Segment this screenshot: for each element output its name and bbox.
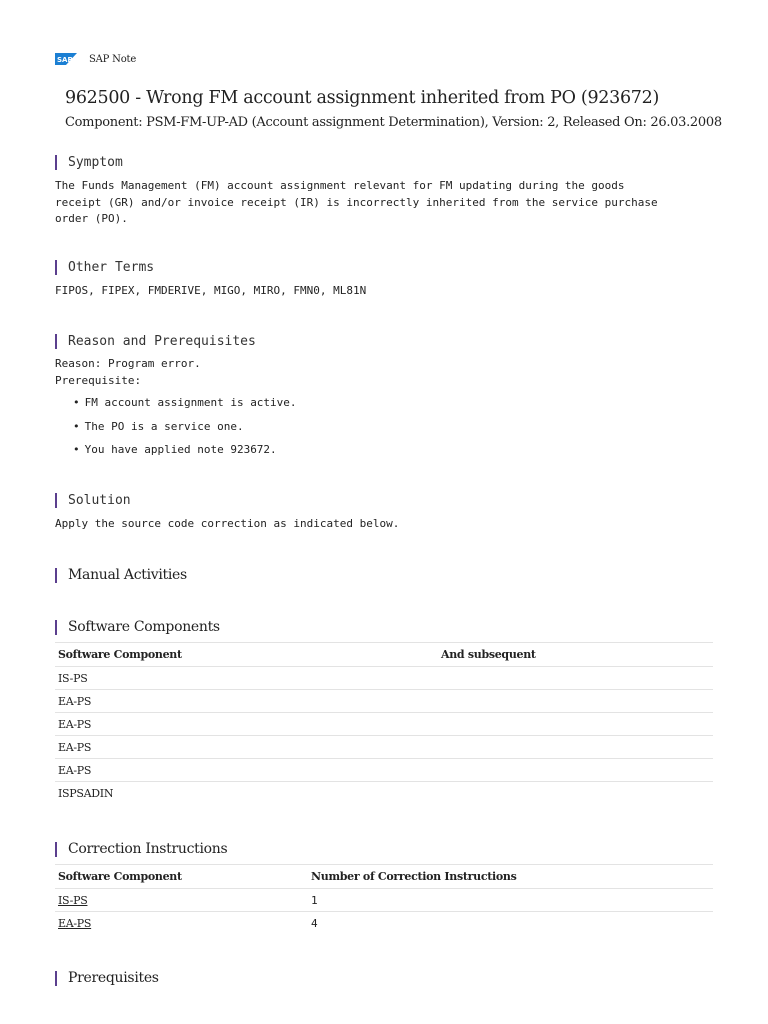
section-marker xyxy=(55,620,57,635)
section-title: Other Terms xyxy=(68,260,155,275)
solution-text: Apply the source code correction as indicated below. xyxy=(55,517,400,530)
correction-instructions-table xyxy=(55,864,713,934)
sap-logo-icon xyxy=(55,53,77,65)
section-marker xyxy=(55,842,57,857)
table-row xyxy=(55,667,713,690)
section-marker xyxy=(55,155,57,170)
section-heading-reason xyxy=(55,334,256,349)
section-title: Software Components xyxy=(68,619,220,635)
column-header: And subsequent xyxy=(438,643,713,667)
section-heading-manual-activities xyxy=(55,567,187,583)
list-item: • FM account assignment is active. xyxy=(73,395,297,419)
section-title: Reason and Prerequisites xyxy=(68,334,256,349)
table-row xyxy=(55,690,713,713)
column-header: Number of Correction Instructions xyxy=(308,865,713,889)
component-cell: EA-PS xyxy=(55,690,438,713)
count-cell: 4 xyxy=(311,916,318,930)
section-title: Correction Instructions xyxy=(68,841,228,857)
section-title: Manual Activities xyxy=(68,567,187,583)
symptom-text: The Funds Management (FM) account assignment relevant for FM updating during the goods receipt (GR) and/or invoice receipt (IR) is incorrectly inherited from the service purchase order (PO). xyxy=(55,179,658,225)
header-bar xyxy=(55,53,136,65)
svg-text:SAP: SAP xyxy=(57,56,73,64)
section-marker xyxy=(55,260,57,275)
section-title: Solution xyxy=(68,493,131,508)
software-components-table xyxy=(55,642,713,804)
section-heading-other-terms xyxy=(55,260,154,275)
component-link[interactable]: IS-PS xyxy=(58,893,88,907)
section-title: Prerequisites xyxy=(68,970,159,986)
section-marker xyxy=(55,971,57,986)
section-heading-software-components xyxy=(55,619,220,635)
component-cell: EA-PS xyxy=(55,736,438,759)
other-terms-text: FIPOS, FIPEX, FMDERIVE, MIGO, MIRO, FMN0, ML81N xyxy=(55,284,367,297)
table-row xyxy=(55,782,713,805)
table-row xyxy=(55,736,713,759)
reason-text: Reason: Program error. Prerequisite: xyxy=(55,357,201,387)
section-heading-prerequisites xyxy=(55,970,159,986)
table-row xyxy=(55,713,713,736)
count-cell: 1 xyxy=(308,889,713,912)
section-heading-correction-instructions xyxy=(55,841,227,857)
component-cell: EA-PS xyxy=(55,759,438,782)
column-header: Software Component xyxy=(55,865,308,889)
table-row xyxy=(55,912,713,935)
list-item: • You have applied note 923672. xyxy=(73,442,297,466)
component-link[interactable]: EA-PS xyxy=(58,916,92,930)
column-header: Software Component xyxy=(55,643,438,667)
table-header-row xyxy=(55,865,713,889)
section-heading-solution xyxy=(55,493,131,508)
note-metadata: Component: PSM-FM-UP-AD (Account assignment Determination), Version: 2, Released On: 26.03.2008 xyxy=(65,115,722,130)
page-title: 962500 - Wrong FM account assignment inherited from PO (923672) xyxy=(65,88,659,108)
section-marker xyxy=(55,493,57,508)
component-cell: EA-PS xyxy=(55,713,438,736)
list-item: • The PO is a service one. xyxy=(73,419,297,443)
section-marker xyxy=(55,334,57,349)
table-row xyxy=(55,889,713,912)
header-label: SAP Note xyxy=(89,53,137,65)
section-title: Symptom xyxy=(68,155,123,170)
table-row xyxy=(55,759,713,782)
component-cell: ISPSADIN xyxy=(58,786,114,800)
section-marker xyxy=(55,568,57,583)
prerequisite-list xyxy=(73,395,297,466)
component-cell: IS-PS xyxy=(55,667,438,690)
section-heading-symptom xyxy=(55,155,123,170)
table-header-row xyxy=(55,643,713,667)
